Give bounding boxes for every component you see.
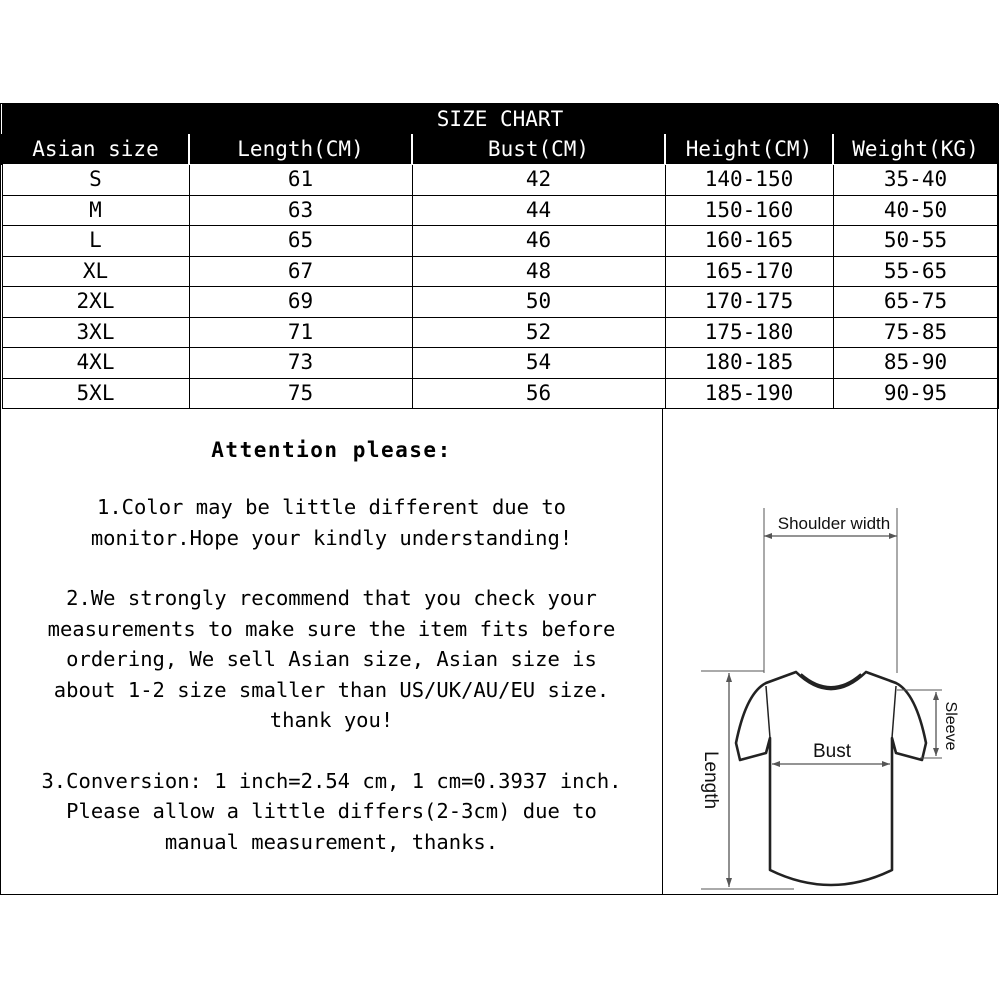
asian-size-cell: S xyxy=(2,165,189,196)
length-cell: 73 xyxy=(189,348,412,379)
size-chart-table xyxy=(1,104,999,409)
bust-cell: 42 xyxy=(412,165,665,196)
asian-size-cell: 3XL xyxy=(2,317,189,348)
bust-cell: 54 xyxy=(412,348,665,379)
height-cell: 150-160 xyxy=(665,195,833,226)
measurement-diagram xyxy=(664,408,997,894)
sleeve-label: Sleeve xyxy=(942,701,959,751)
arrowhead-icon xyxy=(933,748,939,756)
asian-size-cell: M xyxy=(2,195,189,226)
table-row xyxy=(2,165,998,196)
length-cell: 67 xyxy=(189,256,412,287)
tshirt-diagram xyxy=(664,408,997,894)
column-header-asian-size: Asian size xyxy=(2,135,189,165)
bust-cell: 44 xyxy=(412,195,665,226)
length-label: Length xyxy=(700,750,721,810)
arrowhead-icon xyxy=(726,878,732,887)
asian-size-cell: 5XL xyxy=(2,378,189,409)
height-cell: 180-185 xyxy=(665,348,833,379)
weight-cell: 75-85 xyxy=(833,317,998,348)
arrowhead-icon xyxy=(933,692,939,700)
bust-label: Bust xyxy=(812,741,852,762)
weight-cell: 55-65 xyxy=(833,256,998,287)
bust-cell: 50 xyxy=(412,287,665,318)
note-color: 1.Color may be little different due to monitor.Hope your kindly understanding! xyxy=(90,495,573,550)
table-row xyxy=(2,195,998,226)
attention-notes xyxy=(1,408,663,894)
weight-cell: 65-75 xyxy=(833,287,998,318)
note-measurements: 2.We strongly recommend that you check your measurements to make sure the item fits before ordering, We sell Asian size, Asian size is about 1-2 size smaller than US/UK/AU/EU size. thank you! xyxy=(47,586,616,732)
size-chart-body xyxy=(2,165,998,409)
weight-cell: 85-90 xyxy=(833,348,998,379)
length-cell: 65 xyxy=(189,226,412,257)
column-header-weight: Weight(KG) xyxy=(833,135,998,165)
table-row xyxy=(2,378,998,409)
tshirt-icon xyxy=(736,672,926,885)
attention-heading: Attention please: xyxy=(211,438,452,462)
table-row xyxy=(2,287,998,318)
weight-cell: 35-40 xyxy=(833,165,998,196)
table-row xyxy=(2,226,998,257)
column-header-length: Length(CM) xyxy=(189,135,412,165)
asian-size-cell: XL xyxy=(2,256,189,287)
table-row xyxy=(2,256,998,287)
height-cell: 140-150 xyxy=(665,165,833,196)
bust-cell: 48 xyxy=(412,256,665,287)
height-cell: 160-165 xyxy=(665,226,833,257)
table-row xyxy=(2,317,998,348)
note-conversion: 3.Conversion: 1 inch=2.54 cm, 1 cm=0.3937 inch. Please allow a little differs(2-3cm) due to manual measurement, thanks. xyxy=(41,768,622,854)
table-row xyxy=(2,348,998,379)
height-cell: 175-180 xyxy=(665,317,833,348)
asian-size-cell: 4XL xyxy=(2,348,189,379)
shoulder-width-label: Shoulder width xyxy=(777,514,891,533)
length-cell: 61 xyxy=(189,165,412,196)
weight-cell: 40-50 xyxy=(833,195,998,226)
height-cell: 185-190 xyxy=(665,378,833,409)
column-header-bust: Bust(CM) xyxy=(412,135,665,165)
size-chart-title: SIZE CHART xyxy=(2,105,998,135)
bust-cell: 46 xyxy=(412,226,665,257)
arrowhead-icon xyxy=(889,533,897,539)
arrowhead-icon xyxy=(726,673,732,682)
weight-cell: 90-95 xyxy=(833,378,998,409)
asian-size-cell: 2XL xyxy=(2,287,189,318)
weight-cell: 50-55 xyxy=(833,226,998,257)
length-cell: 71 xyxy=(189,317,412,348)
height-cell: 165-170 xyxy=(665,256,833,287)
height-cell: 170-175 xyxy=(665,287,833,318)
column-header-height: Height(CM) xyxy=(665,135,833,165)
bust-cell: 52 xyxy=(412,317,665,348)
bust-cell: 56 xyxy=(412,378,665,409)
arrowhead-icon xyxy=(764,533,772,539)
size-chart-sheet xyxy=(0,103,998,895)
length-cell: 63 xyxy=(189,195,412,226)
asian-size-cell: L xyxy=(2,226,189,257)
length-cell: 75 xyxy=(189,378,412,409)
length-cell: 69 xyxy=(189,287,412,318)
